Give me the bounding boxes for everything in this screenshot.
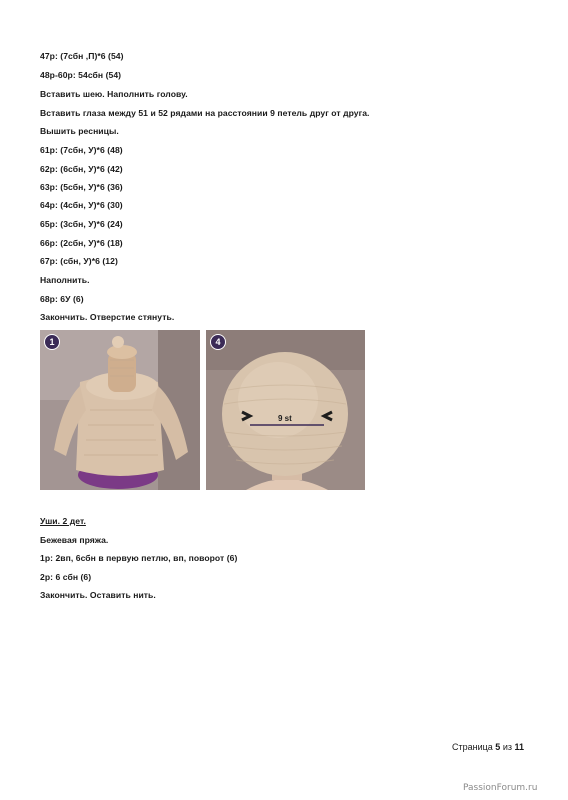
doll-body-illustration <box>40 330 200 490</box>
ears-heading: Уши. 2 дет. <box>40 516 86 526</box>
ears-line: Бежевая пряжа. <box>40 535 109 545</box>
photo-doll-head <box>206 330 365 490</box>
page-number-current: 5 <box>495 742 501 752</box>
pattern-line: Закончить. Отверстие стянуть. <box>40 312 175 322</box>
page-number-middle: из <box>500 742 515 752</box>
photo-number-badge: 4 <box>210 334 226 350</box>
pattern-line: 68р: 6У (6) <box>40 294 84 304</box>
ears-line: 1р: 2вп, 6сбн в первую петлю, вп, поворот (6) <box>40 553 238 563</box>
pattern-line: Наполнить. <box>40 275 90 285</box>
stitch-count-label: 9 st <box>278 414 292 423</box>
page-number <box>452 742 524 752</box>
pattern-line: 62р: (6сбн, У)*6 (42) <box>40 164 123 174</box>
doll-head-illustration <box>206 330 365 490</box>
ears-line: Закончить. Оставить нить. <box>40 590 156 600</box>
pattern-line: Вышить ресницы. <box>40 126 119 136</box>
photo-number-badge: 1 <box>44 334 60 350</box>
page-number-total: 11 <box>514 742 524 752</box>
pattern-line: 67р: (сбн, У)*6 (12) <box>40 256 118 266</box>
pattern-line: 63р: (5сбн, У)*6 (36) <box>40 182 123 192</box>
pattern-line: 48р-60р: 54сбн (54) <box>40 70 122 80</box>
site-watermark: PassionForum.ru <box>463 783 538 793</box>
pattern-line: 66р: (2сбн, У)*6 (18) <box>40 238 123 248</box>
page-number-prefix: Страница <box>452 742 496 752</box>
photo-doll-body <box>40 330 200 490</box>
ears-line: 2р: 6 сбн (6) <box>40 572 92 582</box>
pattern-line: 47р: (7сбн ,П)*6 (54) <box>40 51 124 61</box>
pattern-line: 64р: (4сбн, У)*6 (30) <box>40 200 123 210</box>
pattern-line: Вставить глаза между 51 и 52 рядами на расстоянии 9 петель друг от друга. <box>40 108 370 118</box>
pattern-line: Вставить шею. Наполнить голову. <box>40 89 188 99</box>
pattern-line: 61р: (7сбн, У)*6 (48) <box>40 145 123 155</box>
pattern-line: 65р: (3сбн, У)*6 (24) <box>40 219 123 229</box>
